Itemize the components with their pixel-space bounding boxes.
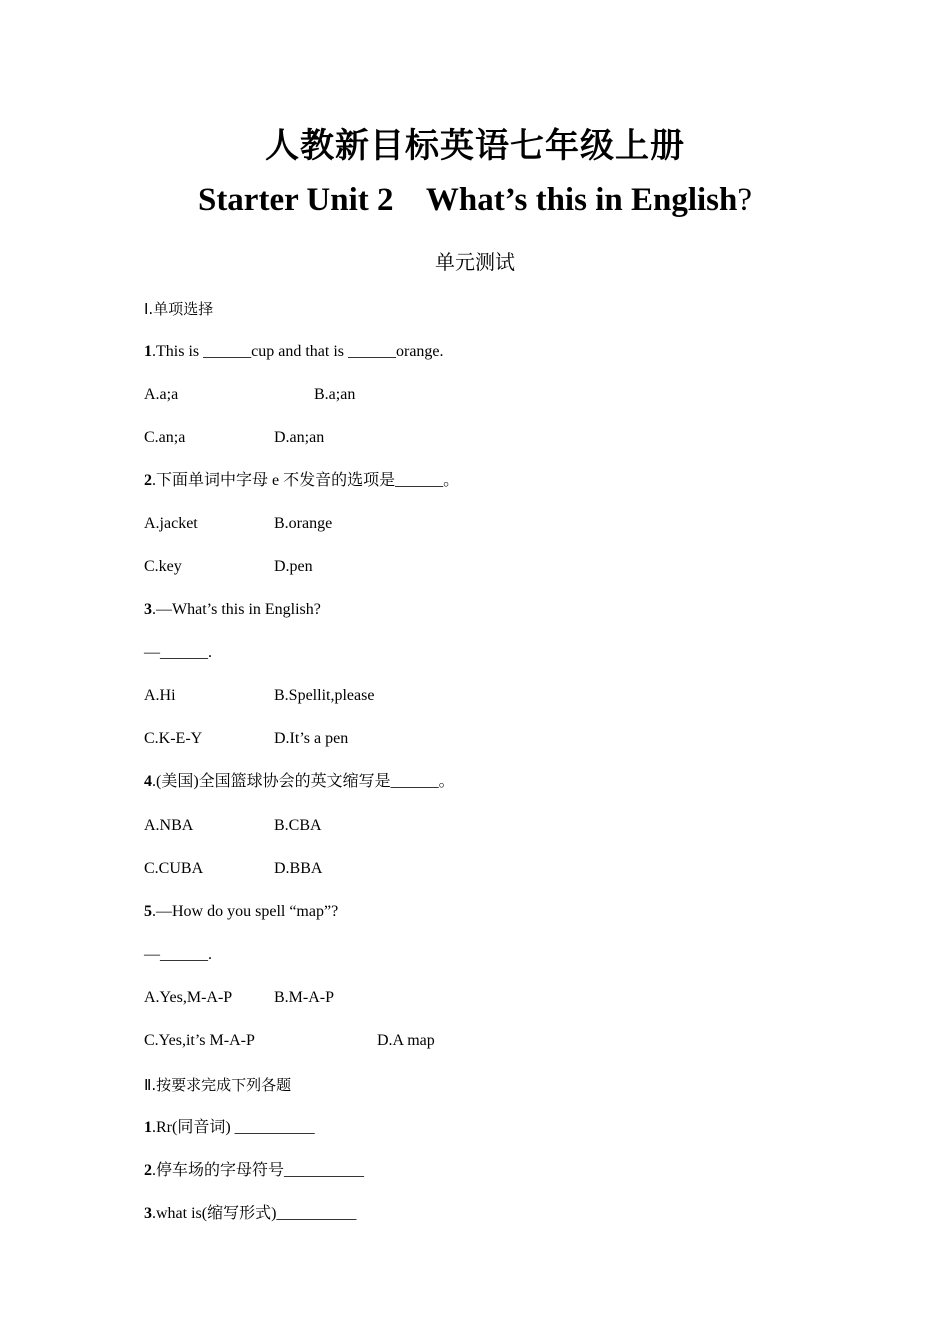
- task-item-2: [144, 1161, 364, 1181]
- task-text: .Rr(同音词) __________: [152, 1119, 315, 1136]
- question-2-options-row-1: [144, 514, 333, 534]
- question-5-answer-line: —______.: [144, 946, 212, 963]
- section-heading-2: Ⅱ.按要求完成下列各题: [144, 1076, 292, 1094]
- title-en-main: Starter Unit 2 What’s this in English: [197, 182, 738, 218]
- option-a: A.Hi: [144, 687, 176, 704]
- option-b: B.orange: [274, 515, 333, 532]
- question-1-options-row-1: [144, 385, 356, 405]
- option-c: C.an;a: [144, 429, 186, 446]
- option-a: A.Yes,M-A-P: [144, 989, 233, 1006]
- question-number: 1: [144, 343, 152, 360]
- question-number: 5: [144, 903, 152, 920]
- question-number: 3: [144, 601, 152, 618]
- option-c: C.Yes,it’s M-A-P: [144, 1032, 255, 1049]
- option-d: D.pen: [274, 558, 313, 575]
- option-d: D.BBA: [274, 860, 323, 877]
- question-2: [144, 471, 459, 491]
- question-stem: .—What’s this in English?: [152, 601, 321, 618]
- option-c: C.CUBA: [144, 860, 204, 877]
- question-1: [144, 342, 444, 362]
- question-5-options-row-1: [144, 988, 335, 1008]
- section-heading-1: Ⅰ.单项选择: [144, 300, 214, 318]
- document-subtitle: 单元测试: [435, 250, 515, 274]
- question-2-options-row-2: [144, 557, 313, 577]
- option-b: B.Spellit,please: [274, 687, 375, 704]
- document-title-cn: 人教新目标英语七年级上册: [265, 126, 685, 166]
- question-3-options-row-1: [144, 686, 375, 706]
- question-3-answer-line: —______.: [144, 644, 212, 661]
- option-b: B.a;an: [314, 386, 356, 403]
- question-number: 4: [144, 773, 152, 790]
- option-d: D.an;an: [274, 429, 325, 446]
- option-d: D.A map: [377, 1032, 435, 1049]
- option-b: B.CBA: [274, 817, 322, 834]
- task-number: 1: [144, 1119, 152, 1136]
- question-number: 2: [144, 472, 152, 489]
- question-5: [144, 902, 338, 922]
- question-stem: .—How do you spell “map”?: [152, 903, 339, 920]
- task-number: 2: [144, 1162, 152, 1179]
- question-4: [144, 772, 455, 792]
- task-item-1: [144, 1118, 315, 1138]
- task-text: .停车场的字母符号__________: [152, 1162, 365, 1179]
- option-a: A.a;a: [144, 386, 179, 403]
- question-4-options-row-1: [144, 816, 322, 836]
- question-stem: .(美国)全国篮球协会的英文缩写是______。: [152, 773, 455, 790]
- question-stem: .This is ______cup and that is ______orange.: [152, 343, 444, 360]
- option-c: C.K-E-Y: [144, 730, 203, 747]
- question-4-options-row-2: [144, 859, 323, 879]
- question-5-options-row-2: [144, 1031, 435, 1051]
- document-title-en: [0, 182, 950, 219]
- option-c: C.key: [144, 558, 182, 575]
- option-a: A.NBA: [144, 817, 194, 834]
- question-stem: .下面单词中字母 e 不发音的选项是______。: [152, 472, 460, 489]
- question-3: [144, 600, 321, 620]
- task-number: 3: [144, 1205, 152, 1222]
- task-text: .what is(缩写形式)__________: [152, 1205, 357, 1222]
- option-a: A.jacket: [144, 515, 198, 532]
- task-item-3: [144, 1204, 356, 1224]
- question-3-options-row-2: [144, 729, 349, 749]
- option-d: D.It’s a pen: [274, 730, 349, 747]
- title-en-question-mark: ?: [737, 182, 753, 218]
- question-1-options-row-2: [144, 428, 325, 448]
- option-b: B.M-A-P: [274, 989, 335, 1006]
